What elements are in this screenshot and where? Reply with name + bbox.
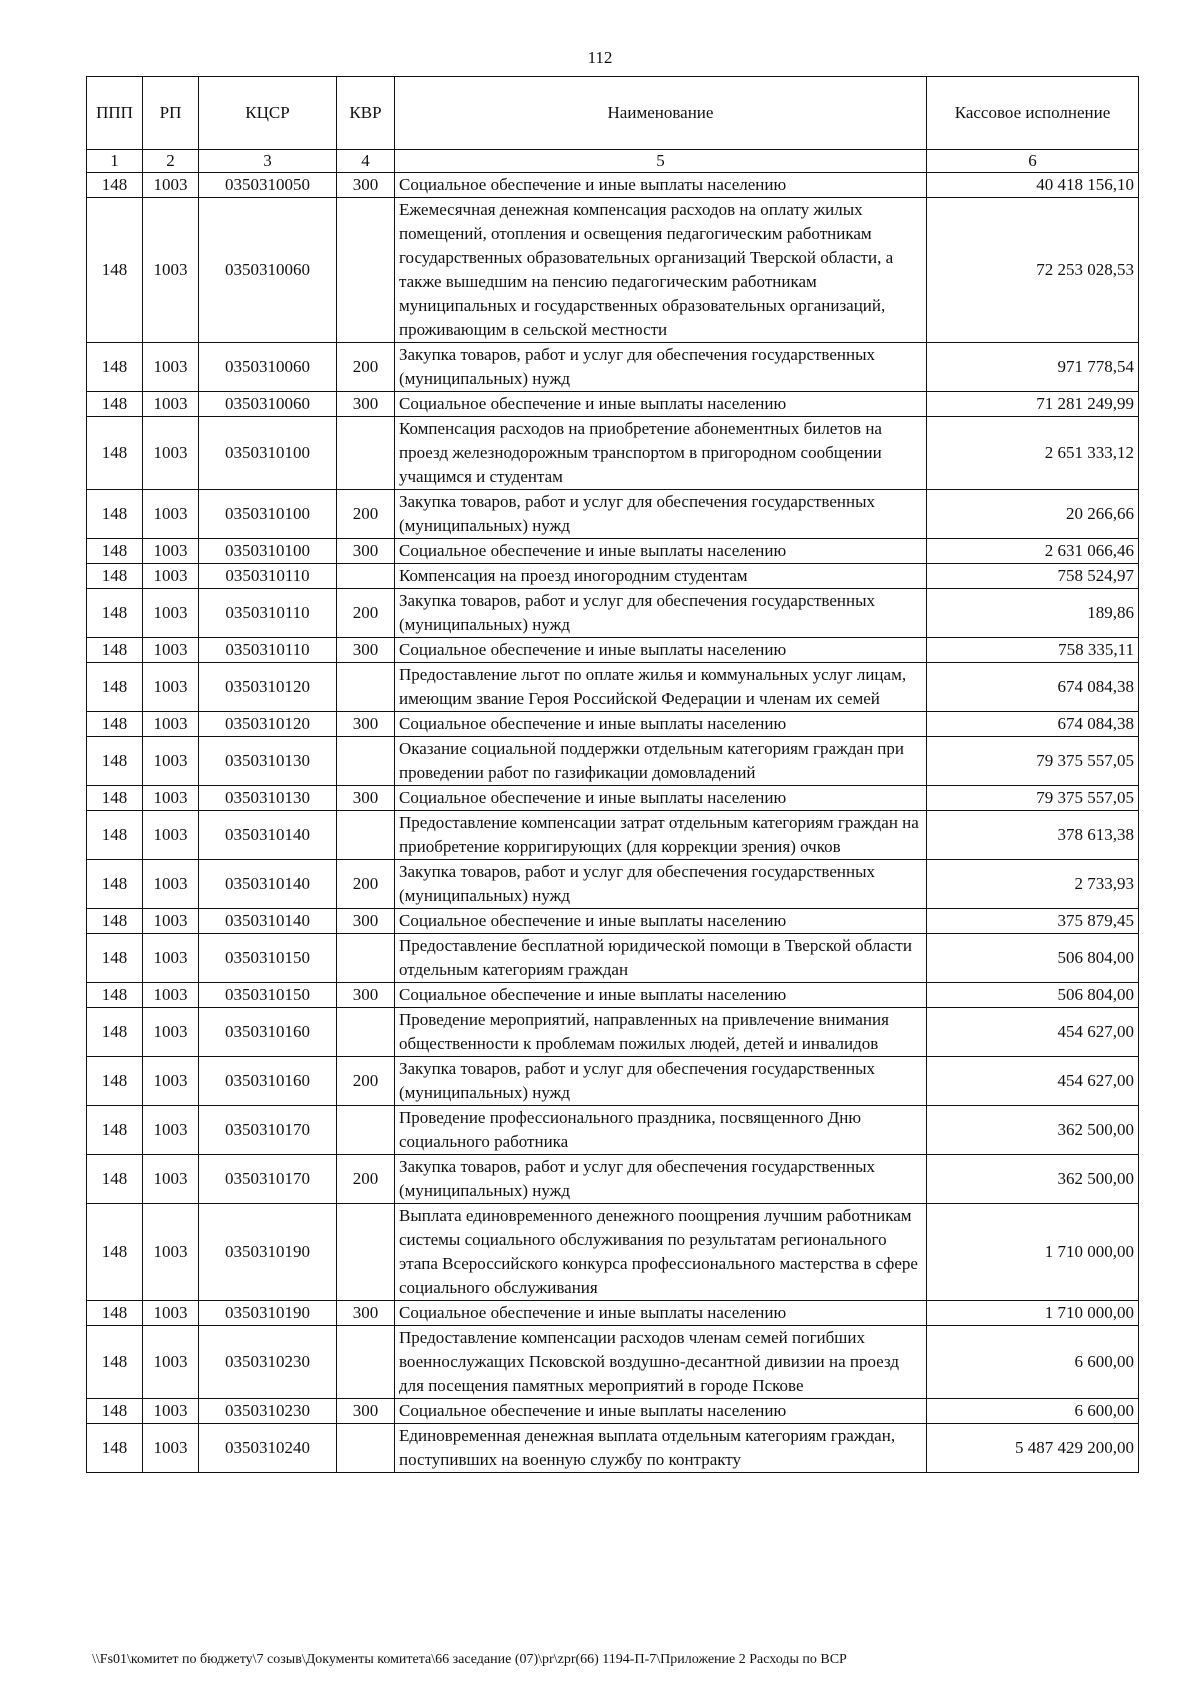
- cell-rp: 1003: [143, 417, 199, 490]
- cell-ppp: 148: [87, 173, 143, 198]
- cell-name: Социальное обеспечение и иные выплаты населению: [395, 392, 927, 417]
- cell-kcsr: 0350310100: [199, 417, 337, 490]
- cell-kcsr: 0350310120: [199, 663, 337, 712]
- cell-rp: 1003: [143, 1424, 199, 1473]
- cell-amount: 40 418 156,10: [927, 173, 1139, 198]
- cell-ppp: 148: [87, 934, 143, 983]
- cell-ppp: 148: [87, 712, 143, 737]
- cell-kcsr: 0350310190: [199, 1204, 337, 1301]
- cell-kvr: [337, 1106, 395, 1155]
- cell-amount: 971 778,54: [927, 343, 1139, 392]
- cell-kcsr: 0350310140: [199, 811, 337, 860]
- cell-name: Социальное обеспечение и иные выплаты населению: [395, 983, 927, 1008]
- cell-rp: 1003: [143, 860, 199, 909]
- cell-ppp: 148: [87, 564, 143, 589]
- cell-name: Социальное обеспечение и иные выплаты населению: [395, 712, 927, 737]
- cell-name: Выплата единовременного денежного поощрения лучшим работникам системы социального обслуживания по результатам регионального этапа Всероссийского конкурса профессионального мастерства в сфере социального обслуживания: [395, 1204, 927, 1301]
- cell-ppp: 148: [87, 1057, 143, 1106]
- header-kcsr: КЦСР: [199, 77, 337, 150]
- cell-rp: 1003: [143, 909, 199, 934]
- cell-amount: 454 627,00: [927, 1057, 1139, 1106]
- cell-kvr: 200: [337, 343, 395, 392]
- table-row: [87, 1057, 1139, 1106]
- cell-rp: 1003: [143, 638, 199, 663]
- cell-ppp: 148: [87, 909, 143, 934]
- cell-ppp: 148: [87, 1301, 143, 1326]
- cell-kcsr: 0350310150: [199, 934, 337, 983]
- cell-kvr: 200: [337, 490, 395, 539]
- cell-name: Социальное обеспечение и иные выплаты населению: [395, 173, 927, 198]
- cell-rp: 1003: [143, 737, 199, 786]
- cell-kvr: [337, 811, 395, 860]
- cell-kcsr: 0350310170: [199, 1155, 337, 1204]
- table-row: [87, 490, 1139, 539]
- table-row: [87, 539, 1139, 564]
- cell-name: Компенсация на проезд иногородним студентам: [395, 564, 927, 589]
- cell-rp: 1003: [143, 490, 199, 539]
- cell-ppp: 148: [87, 1399, 143, 1424]
- header-name: Наименование: [395, 77, 927, 150]
- cell-name: Закупка товаров, работ и услуг для обеспечения государственных (муниципальных) нужд: [395, 1155, 927, 1204]
- table-row: [87, 811, 1139, 860]
- table-row: [87, 343, 1139, 392]
- cell-kvr: 200: [337, 589, 395, 638]
- cell-name: Социальное обеспечение и иные выплаты населению: [395, 1301, 927, 1326]
- table-row: [87, 712, 1139, 737]
- cell-rp: 1003: [143, 1008, 199, 1057]
- cell-kcsr: 0350310230: [199, 1326, 337, 1399]
- cell-kvr: [337, 417, 395, 490]
- footer-file-path: \\Fs01\комитет по бюджету\7 созыв\Документы комитета\66 заседание (07)\pr\zpr(66) 1194-П-7\Приложение 2 Расходы по ВСР: [92, 1652, 847, 1667]
- cell-ppp: 148: [87, 198, 143, 343]
- table-row: [87, 198, 1139, 343]
- cell-kvr: [337, 1424, 395, 1473]
- cell-kcsr: 0350310110: [199, 638, 337, 663]
- cell-amount: 362 500,00: [927, 1155, 1139, 1204]
- table-row: [87, 1301, 1139, 1326]
- table-row: [87, 1008, 1139, 1057]
- cell-name: Компенсация расходов на приобретение абонементных билетов на проезд железнодорожным транспортом в пригородном сообщении учащимся и студентам: [395, 417, 927, 490]
- cell-kvr: 300: [337, 1399, 395, 1424]
- header-kvr: КВР: [337, 77, 395, 150]
- cell-amount: 79 375 557,05: [927, 786, 1139, 811]
- cell-ppp: 148: [87, 539, 143, 564]
- cell-name: Закупка товаров, работ и услуг для обеспечения государственных (муниципальных) нужд: [395, 343, 927, 392]
- cell-rp: 1003: [143, 1399, 199, 1424]
- cell-name: Закупка товаров, работ и услуг для обеспечения государственных (муниципальных) нужд: [395, 589, 927, 638]
- budget-table: [86, 76, 1139, 1473]
- cell-rp: 1003: [143, 564, 199, 589]
- table-body: [87, 150, 1139, 1473]
- cell-kcsr: 0350310060: [199, 198, 337, 343]
- cell-amount: 2 651 333,12: [927, 417, 1139, 490]
- cell-ppp: 148: [87, 1326, 143, 1399]
- cell-kvr: 300: [337, 786, 395, 811]
- cell-ppp: 148: [87, 417, 143, 490]
- cell-rp: 1003: [143, 1326, 199, 1399]
- cell-rp: 1003: [143, 1155, 199, 1204]
- cell-amount: 506 804,00: [927, 983, 1139, 1008]
- cell-amount: 189,86: [927, 589, 1139, 638]
- cell-kcsr: 0350310190: [199, 1301, 337, 1326]
- cell-ppp: 148: [87, 663, 143, 712]
- cell-name: Предоставление бесплатной юридической помощи в Тверской области отдельным категориям граждан: [395, 934, 927, 983]
- cell-amount: 6 600,00: [927, 1326, 1139, 1399]
- cell-amount: 674 084,38: [927, 663, 1139, 712]
- cell-rp: 1003: [143, 1106, 199, 1155]
- table-row: [87, 564, 1139, 589]
- cell-kcsr: 0350310100: [199, 490, 337, 539]
- page-number: 112: [587, 48, 613, 67]
- cell-kcsr: 0350310100: [199, 539, 337, 564]
- table-row: [87, 983, 1139, 1008]
- cell-kvr: 200: [337, 1057, 395, 1106]
- cell-kcsr: 0350310170: [199, 1106, 337, 1155]
- cell-name: Проведение мероприятий, направленных на привлечение внимания общественности к проблемам пожилых людей, детей и инвалидов: [395, 1008, 927, 1057]
- cell-rp: 1003: [143, 173, 199, 198]
- header-rp: РП: [143, 77, 199, 150]
- cell-amount: 454 627,00: [927, 1008, 1139, 1057]
- cell-rp: 1003: [143, 1057, 199, 1106]
- cell-ppp: 148: [87, 737, 143, 786]
- cell-ppp: 148: [87, 392, 143, 417]
- cell-name: Закупка товаров, работ и услуг для обеспечения государственных (муниципальных) нужд: [395, 1057, 927, 1106]
- cell-rp: 1003: [143, 811, 199, 860]
- cell-kcsr: 0350310140: [199, 860, 337, 909]
- cell-name: Социальное обеспечение и иные выплаты населению: [395, 786, 927, 811]
- table-row: [87, 909, 1139, 934]
- cell-amount: 79 375 557,05: [927, 737, 1139, 786]
- cell-kvr: [337, 1326, 395, 1399]
- cell-kvr: [337, 737, 395, 786]
- cell-name: Социальное обеспечение и иные выплаты населению: [395, 909, 927, 934]
- cell-kvr: [337, 1204, 395, 1301]
- cell-ppp: 148: [87, 860, 143, 909]
- cell-name: Закупка товаров, работ и услуг для обеспечения государственных (муниципальных) нужд: [395, 490, 927, 539]
- cell-kcsr: 0350310160: [199, 1057, 337, 1106]
- cell-kvr: 300: [337, 173, 395, 198]
- table-row: [87, 737, 1139, 786]
- cell-amount: 1 710 000,00: [927, 1301, 1139, 1326]
- column-number: 4: [337, 150, 395, 173]
- cell-ppp: 148: [87, 343, 143, 392]
- cell-rp: 1003: [143, 539, 199, 564]
- table-row: [87, 417, 1139, 490]
- cell-kcsr: 0350310130: [199, 786, 337, 811]
- table-row: [87, 173, 1139, 198]
- cell-kcsr: 0350310240: [199, 1424, 337, 1473]
- cell-kcsr: 0350310120: [199, 712, 337, 737]
- cell-amount: 6 600,00: [927, 1399, 1139, 1424]
- cell-kvr: [337, 1008, 395, 1057]
- cell-rp: 1003: [143, 343, 199, 392]
- cell-amount: 758 524,97: [927, 564, 1139, 589]
- cell-amount: 674 084,38: [927, 712, 1139, 737]
- cell-kcsr: 0350310130: [199, 737, 337, 786]
- cell-kvr: 300: [337, 983, 395, 1008]
- column-number: 1: [87, 150, 143, 173]
- header-ppp: ППП: [87, 77, 143, 150]
- table-row: [87, 1399, 1139, 1424]
- cell-kvr: 300: [337, 638, 395, 663]
- cell-kvr: 300: [337, 392, 395, 417]
- cell-kvr: 300: [337, 1301, 395, 1326]
- cell-kcsr: 0350310230: [199, 1399, 337, 1424]
- cell-amount: 758 335,11: [927, 638, 1139, 663]
- cell-rp: 1003: [143, 1204, 199, 1301]
- header-amount: Кассовое исполнение: [927, 77, 1139, 150]
- cell-rp: 1003: [143, 786, 199, 811]
- cell-name: Предоставление компенсации затрат отдельным категориям граждан на приобретение корригирующих (для коррекции зрения) очков: [395, 811, 927, 860]
- cell-kvr: 300: [337, 909, 395, 934]
- table-row: [87, 1204, 1139, 1301]
- cell-name: Социальное обеспечение и иные выплаты населению: [395, 539, 927, 564]
- table-row: [87, 934, 1139, 983]
- cell-kvr: 300: [337, 539, 395, 564]
- cell-ppp: 148: [87, 638, 143, 663]
- cell-name: Закупка товаров, работ и услуг для обеспечения государственных (муниципальных) нужд: [395, 860, 927, 909]
- cell-ppp: 148: [87, 1424, 143, 1473]
- cell-ppp: 148: [87, 589, 143, 638]
- cell-amount: 362 500,00: [927, 1106, 1139, 1155]
- cell-ppp: 148: [87, 1204, 143, 1301]
- cell-kcsr: 0350310140: [199, 909, 337, 934]
- column-number-row: [87, 150, 1139, 173]
- table-row: [87, 1155, 1139, 1204]
- cell-amount: 2 733,93: [927, 860, 1139, 909]
- column-number: 3: [199, 150, 337, 173]
- cell-name: Социальное обеспечение и иные выплаты населению: [395, 638, 927, 663]
- cell-kcsr: 0350310150: [199, 983, 337, 1008]
- cell-ppp: 148: [87, 1008, 143, 1057]
- cell-ppp: 148: [87, 786, 143, 811]
- cell-kcsr: 0350310050: [199, 173, 337, 198]
- cell-rp: 1003: [143, 198, 199, 343]
- cell-amount: 1 710 000,00: [927, 1204, 1139, 1301]
- cell-rp: 1003: [143, 392, 199, 417]
- cell-kvr: [337, 198, 395, 343]
- cell-kcsr: 0350310060: [199, 343, 337, 392]
- column-number: 6: [927, 150, 1139, 173]
- cell-amount: 71 281 249,99: [927, 392, 1139, 417]
- table-header-row: [87, 77, 1139, 150]
- cell-kvr: [337, 934, 395, 983]
- cell-ppp: 148: [87, 1155, 143, 1204]
- cell-name: Оказание социальной поддержки отдельным категориям граждан при проведении работ по газификации домовладений: [395, 737, 927, 786]
- cell-kvr: [337, 564, 395, 589]
- cell-amount: 375 879,45: [927, 909, 1139, 934]
- cell-name: Социальное обеспечение и иные выплаты населению: [395, 1399, 927, 1424]
- cell-name: Предоставление компенсации расходов членам семей погибших военнослужащих Псковской воздушно-десантной дивизии на проезд для посещения памятных мероприятий в городе Пскове: [395, 1326, 927, 1399]
- cell-amount: 20 266,66: [927, 490, 1139, 539]
- cell-rp: 1003: [143, 1301, 199, 1326]
- cell-amount: 72 253 028,53: [927, 198, 1139, 343]
- cell-ppp: 148: [87, 811, 143, 860]
- cell-amount: 378 613,38: [927, 811, 1139, 860]
- cell-ppp: 148: [87, 490, 143, 539]
- cell-kvr: 200: [337, 860, 395, 909]
- cell-rp: 1003: [143, 983, 199, 1008]
- cell-name: Ежемесячная денежная компенсация расходов на оплату жилых помещений, отопления и освещения педагогическим работникам государственных образовательных организаций Тверской области, а также вышедшим на пенсию педагогическим работникам муниципальных и государственных образовательных организаций, проживающим в сельской местности: [395, 198, 927, 343]
- table-row: [87, 1106, 1139, 1155]
- table-row: [87, 663, 1139, 712]
- cell-rp: 1003: [143, 589, 199, 638]
- table-row: [87, 1326, 1139, 1399]
- cell-kvr: 200: [337, 1155, 395, 1204]
- cell-kcsr: 0350310110: [199, 589, 337, 638]
- cell-rp: 1003: [143, 934, 199, 983]
- cell-rp: 1003: [143, 712, 199, 737]
- table-row: [87, 1424, 1139, 1473]
- table-row: [87, 392, 1139, 417]
- cell-ppp: 148: [87, 1106, 143, 1155]
- table-row: [87, 860, 1139, 909]
- column-number: 5: [395, 150, 927, 173]
- cell-kvr: 300: [337, 712, 395, 737]
- cell-rp: 1003: [143, 663, 199, 712]
- column-number: 2: [143, 150, 199, 173]
- cell-kcsr: 0350310060: [199, 392, 337, 417]
- cell-amount: 2 631 066,46: [927, 539, 1139, 564]
- cell-amount: 5 487 429 200,00: [927, 1424, 1139, 1473]
- table-row: [87, 638, 1139, 663]
- table-row: [87, 589, 1139, 638]
- cell-kcsr: 0350310160: [199, 1008, 337, 1057]
- cell-name: Проведение профессионального праздника, посвященного Дню социального работника: [395, 1106, 927, 1155]
- cell-name: Единовременная денежная выплата отдельным категориям граждан, поступивших на военную службу по контракту: [395, 1424, 927, 1473]
- cell-amount: 506 804,00: [927, 934, 1139, 983]
- table-row: [87, 786, 1139, 811]
- cell-name: Предоставление льгот по оплате жилья и коммунальных услуг лицам, имеющим звание Героя Российской Федерации и членам их семей: [395, 663, 927, 712]
- cell-ppp: 148: [87, 983, 143, 1008]
- cell-kvr: [337, 663, 395, 712]
- cell-kcsr: 0350310110: [199, 564, 337, 589]
